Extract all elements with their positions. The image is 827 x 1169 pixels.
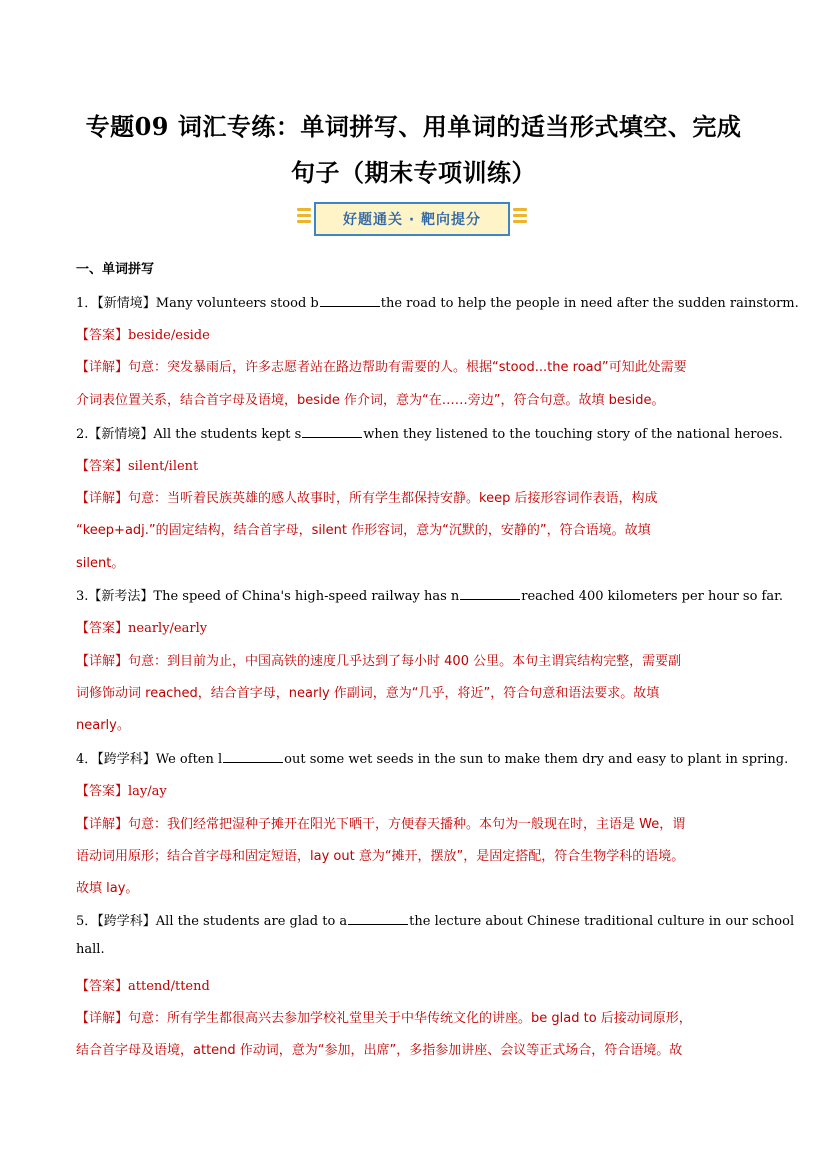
section-heading: 一、单词拼写 [76,262,155,277]
detail-line [76,845,684,864]
question-line [76,292,799,311]
detail-label: 【详解】 [76,654,129,669]
detail-text: silent。 [76,556,125,571]
detail-text: 结合首字母及语境，attend 作动词，意为“参加，出席”，多指参加讲座、会议等正式场合，符合语境。故 [76,1043,683,1058]
question-line [76,585,783,604]
detail-text: 句意：到目前为止，中国高铁的速度几乎达到了每小时 400 公里。本句主谓宾结构完整，需要副 [128,654,682,669]
question-line-continued: hall. [76,942,105,957]
answer-blank[interactable] [302,425,362,438]
question-text-before: All the students are glad to a [155,914,348,929]
answer-blank[interactable] [320,294,380,307]
detail-text: 句意：我们经常把湿种子摊开在阳光下晒干，方便春天播种。本句为一般现在时，主语是 We，谓 [128,817,686,832]
answer-line [76,324,210,343]
detail-label: 【详解】 [76,491,129,506]
question-number: 3. [76,589,89,604]
question-line [76,910,794,929]
question-text-after: the road to help the people in need after the sudden rainstorm. [380,296,799,311]
question-text-before: The speed of China's high-speed railway has n [153,589,460,604]
answer-line [76,975,210,994]
detail-label: 【详解】 [76,360,129,375]
banner-left-bars-icon [297,208,311,230]
detail-line [76,356,687,375]
title-line-1: 专题09 词汇专练：单词拼写、用单词的适当形式填空、完成 [85,112,742,141]
question-number: 1． [76,296,98,311]
banner [297,200,527,240]
question-text-after: reached 400 kilometers per hour so far. [521,589,784,604]
detail-text: 介词表位置关系，结合首字母及语境，beside 作介词，意为“在……旁边”，符合句意。故填 beside。 [76,393,665,408]
answer-value: silent/ilent [128,459,199,474]
answer-label: 【答案】 [76,784,129,799]
question-tag: 【新情境】 [88,427,154,442]
detail-line [76,682,659,701]
page-title [60,104,767,196]
detail-text: 词修饰动词 reached，结合首字母，nearly 作副词，意为“几乎，将近”，符合句意和语法要求。故填 [76,686,660,701]
question-number: 4． [76,752,98,767]
answer-line [76,617,207,636]
question-tag: 【跨学科】 [97,752,156,767]
answer-line [76,455,198,474]
answer-value: lay/ay [128,784,167,799]
detail-line [76,714,130,733]
question-text-before: All the students kept s [153,427,302,442]
detail-line [76,1007,692,1026]
question-number: 2. [76,427,89,442]
detail-line [76,519,651,538]
detail-text: 故填 lay。 [76,881,139,896]
question-text-before: Many volunteers stood b [155,296,319,311]
question-tag: 【跨学科】 [97,914,156,929]
answer-value: attend/ttend [128,979,210,994]
detail-line [76,877,138,896]
detail-label: 【详解】 [76,1011,129,1026]
answer-value: nearly/early [128,621,208,636]
detail-text: nearly。 [76,718,130,733]
question-number: 5． [76,914,98,929]
question-text-after: the lecture about Chinese traditional culture in our school [409,914,795,929]
answer-blank[interactable] [223,750,283,763]
banner-text: 好题通关 · 靶向提分 [342,212,482,228]
question-line [76,423,783,442]
detail-label: 【详解】 [76,817,129,832]
question-tag: 【新考法】 [88,589,154,604]
answer-blank[interactable] [348,912,408,925]
question-text-after: out some wet seeds in the sun to make them dry and easy to plant in spring. [284,752,789,767]
banner-box [314,202,510,236]
title-line-2: 句子（期末专项训练） [291,158,536,187]
detail-line [76,487,657,506]
answer-blank[interactable] [460,587,520,600]
answer-label: 【答案】 [76,328,129,343]
answer-label: 【答案】 [76,459,129,474]
answer-label: 【答案】 [76,979,129,994]
question-line [76,748,788,767]
detail-text: 句意：所有学生都很高兴去参加学校礼堂里关于中华传统文化的讲座。be glad to 后接动词原形， [128,1011,692,1026]
detail-line [76,1039,682,1058]
detail-text: “keep+adj.”的固定结构，结合首字母，silent 作形容词，意为“沉默的，安静的”，符合语境。故填 [76,523,651,538]
answer-value: beside/eside [128,328,210,343]
detail-line [76,650,681,669]
detail-text: 语动词用原形；结合首字母和固定短语，lay out 意为“摊开，摆放”，是固定搭配，符合生物学科的语境。 [76,849,685,864]
question-text-before: We often l [155,752,223,767]
question-tag: 【新情境】 [97,296,156,311]
detail-line [76,552,124,571]
answer-line [76,780,167,799]
detail-text: 句意：当听着民族英雄的感人故事时，所有学生都保持安静。keep 后接形容词作表语，构成 [128,491,658,506]
detail-line [76,389,665,408]
banner-right-bars-icon [513,208,527,230]
question-text-after: when they listened to the touching story of the national heroes. [363,427,783,442]
answer-label: 【答案】 [76,621,129,636]
detail-line [76,813,685,832]
detail-text: 句意：突发暴雨后，许多志愿者站在路边帮助有需要的人。根据“stood...the road”可知此处需要 [128,360,687,375]
